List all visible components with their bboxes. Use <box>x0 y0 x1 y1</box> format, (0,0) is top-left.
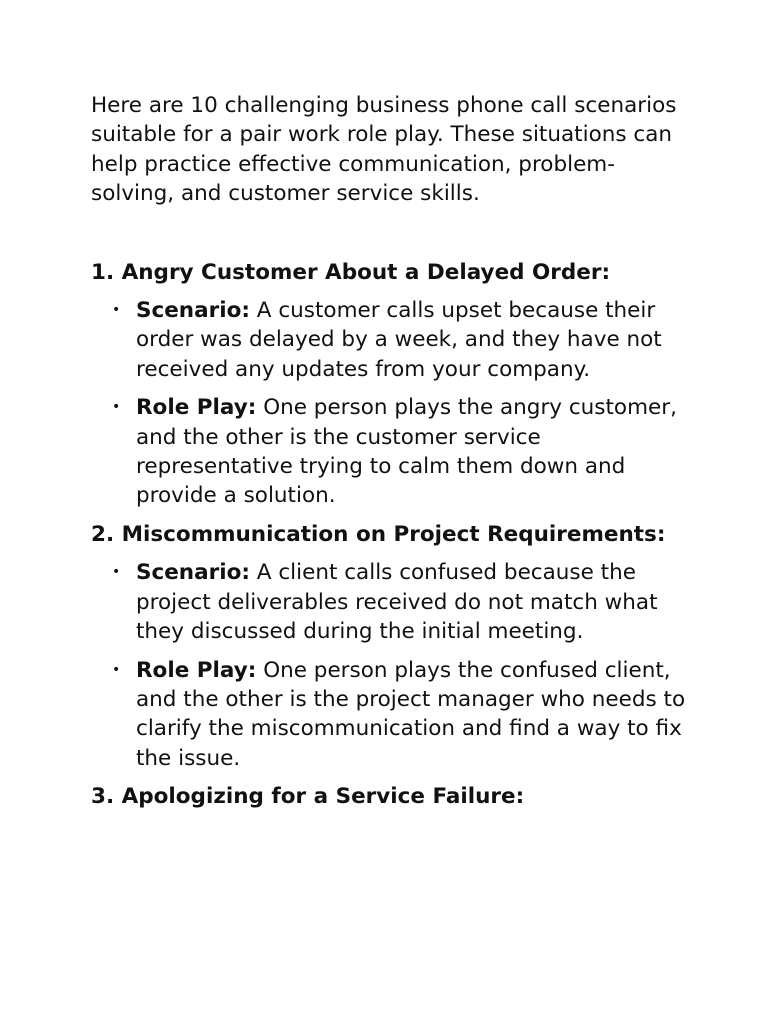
bullet-text: One person plays the confused client, and the other is the project manager who needs to clarify the miscommunication and find a way to fix the issue. <box>136 657 686 771</box>
bullet-text: A client calls confused because the project deliverables received do not match what they discussed during the initial meeting. <box>136 560 658 645</box>
bullet-list <box>91 558 691 773</box>
bullet-label: Role Play: <box>136 395 257 421</box>
bullet-icon: • <box>112 302 121 319</box>
bullet-icon: • <box>112 564 121 581</box>
section-1 <box>91 258 691 511</box>
section-heading: 2. Miscommunication on Project Requirements: <box>91 521 666 547</box>
list-item <box>91 656 691 774</box>
section-3 <box>91 782 691 811</box>
list-item <box>91 296 691 384</box>
bullet-icon: • <box>112 399 121 416</box>
section-heading: 1. Angry Customer About a Delayed Order: <box>91 259 611 285</box>
bullet-label: Scenario: <box>136 298 250 324</box>
list-item <box>91 393 691 511</box>
bullet-label: Scenario: <box>136 560 250 586</box>
bullet-list <box>91 296 691 511</box>
intro-paragraph: Here are 10 challenging business phone call scenarios suitable for a pair work role play. These situations can help practice effective communication, problem-solving, and customer service skills. <box>91 93 677 207</box>
bullet-text: One person plays the angry customer, and the other is the customer service representative trying to calm them down and provide a solution. <box>136 395 677 509</box>
list-item <box>91 558 691 646</box>
bullet-icon: • <box>112 661 121 678</box>
bullet-label: Role Play: <box>136 657 257 683</box>
bullet-text: A customer calls upset because their order was delayed by a week, and they have not received any updates from your company. <box>136 298 662 382</box>
section-heading: 3. Apologizing for a Service Failure: <box>91 784 525 810</box>
document-page <box>91 91 691 812</box>
section-2 <box>91 520 691 773</box>
